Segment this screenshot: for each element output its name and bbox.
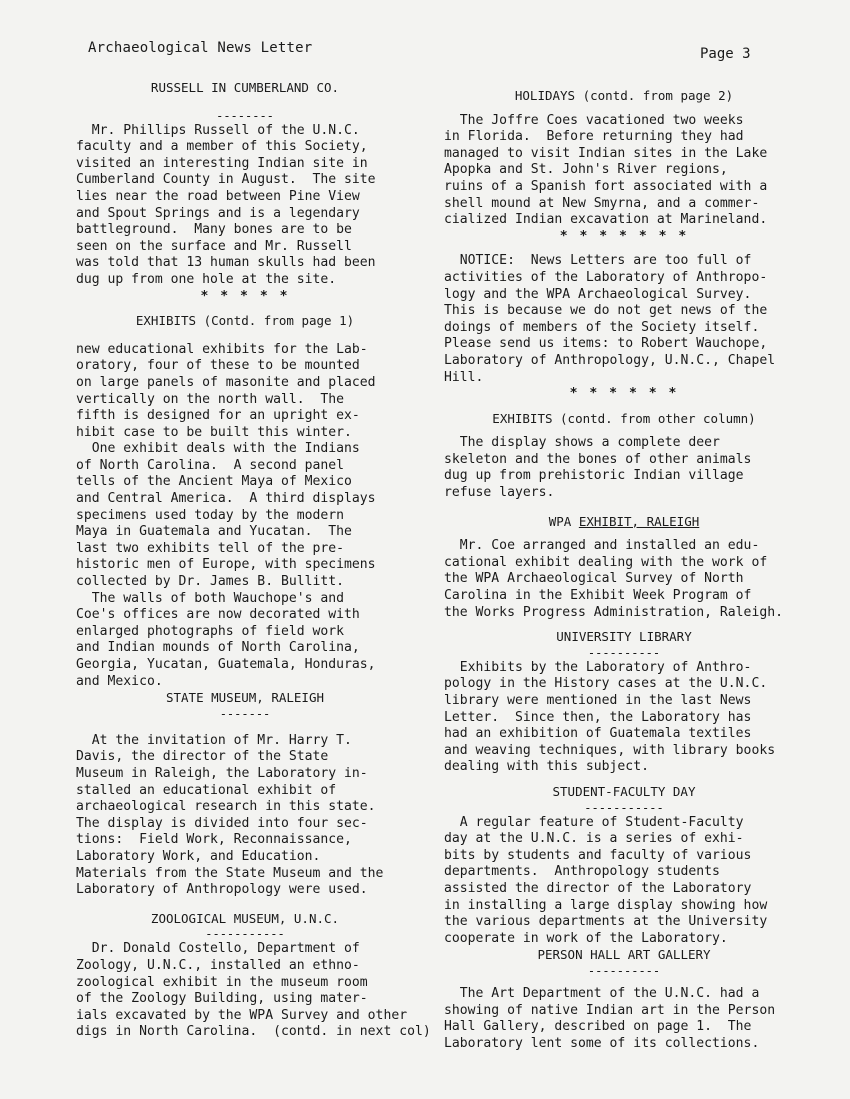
text-line: departments. Anthropology students <box>444 864 720 880</box>
text-line: Carolina in the Exhibit Week Program of <box>444 588 752 604</box>
text-line: Laboratory lent some of its collections. <box>444 1035 760 1051</box>
text-line: library were mentioned in the last News <box>444 693 752 708</box>
text-line: tells of the Ancient Maya of Mexico <box>76 474 352 490</box>
section-body <box>444 660 804 776</box>
text-line: refuse layers. <box>444 485 555 501</box>
text-line: skeleton and the bones of other animals <box>444 451 752 467</box>
section-student-faculty-day <box>444 784 804 947</box>
text-line: last two exhibits tell of the pre- <box>76 540 345 556</box>
text-line: faculty and a member of this Society, <box>76 139 368 155</box>
section-holidays <box>444 88 804 245</box>
text-line: bits by students and faculty of various <box>444 847 752 863</box>
text-line: Museum in Raleigh, the Laboratory in- <box>76 765 368 781</box>
section-body <box>444 435 804 501</box>
heading-rule: ---------- <box>587 645 661 660</box>
text-line: in Florida. Before returning they had <box>444 129 744 145</box>
text-line: logy and the WPA Archaeological Survey. <box>444 286 752 302</box>
text-line: cational exhibit dealing with the work of <box>444 554 768 570</box>
text-line: NOTICE: News Letters are too full of <box>444 253 752 269</box>
section-person-hall <box>444 947 804 1052</box>
text-line: Materials from the State Museum and the <box>76 865 384 881</box>
text-line: Hill. <box>444 369 484 385</box>
text-line: Dr. Donald Costello, Department of <box>76 941 360 957</box>
left-column <box>76 80 431 1041</box>
section-heading: UNIVERSITY LIBRARY <box>556 629 692 645</box>
text-line: Laboratory Work, and Education. <box>76 848 321 864</box>
section-notice <box>444 253 804 402</box>
text-line: dug up from prehistoric Indian village <box>444 468 744 484</box>
text-line: cooperate in work of the Laboratory. <box>444 930 728 946</box>
text-line: The walls of both Wauchope's and <box>76 590 345 606</box>
text-line: pology in the History cases at the U.N.C. <box>444 676 768 692</box>
text-line: managed to visit Indian sites in the Lake <box>444 145 768 161</box>
text-line: was told that 13 human skulls had been <box>76 255 376 271</box>
section-zoological <box>76 910 431 1041</box>
section-heading: STUDENT-FACULTY DAY <box>552 783 696 799</box>
text-line: lies near the road between Pine View <box>76 188 360 204</box>
text-line: battleground. Many bones are to be <box>76 222 352 238</box>
section-separator: * * * * * * <box>569 386 679 402</box>
text-line: dealing with this subject. <box>444 759 649 775</box>
text-line: Apopka and St. John's River regions, <box>444 162 728 178</box>
section-heading: RUSSELL IN CUMBERLAND CO. <box>150 80 340 95</box>
text-line: vertically on the north wall. The <box>76 391 345 407</box>
section-heading: HOLIDAYS (contd. from page 2) <box>514 88 734 103</box>
section-wpa-exhibit <box>444 514 804 622</box>
text-line: specimens used today by the modern <box>76 507 345 523</box>
section-heading: EXHIBITS (Contd. from page 1) <box>135 313 355 329</box>
heading-prefix: WPA <box>548 513 579 529</box>
text-line: Georgia, Yucatan, Guatemala, Honduras, <box>76 657 376 672</box>
text-line: cialized Indian excavation at Marineland. <box>444 212 768 228</box>
text-line: and Central America. A third displays <box>76 491 376 507</box>
heading-rule: ---------- <box>587 963 661 978</box>
heading-rule: -------- <box>216 108 274 123</box>
section-body <box>76 941 431 1041</box>
section-heading: EXHIBITS (contd. from other column) <box>492 410 756 426</box>
text-line: Letter. Since then, the Laboratory has <box>444 709 752 725</box>
text-line: seen on the surface and Mr. Russell <box>76 238 352 254</box>
text-line: This is because we do not get news of the <box>444 303 768 319</box>
text-line: Cumberland County in August. The site <box>76 172 376 188</box>
text-line: The Joffre Coes vacationed two weeks <box>444 112 744 128</box>
section-heading: ZOOLOGICAL MUSEUM, U.N.C. <box>150 910 340 926</box>
text-line: A regular feature of Student-Faculty <box>444 814 744 830</box>
text-line: and Mexico. <box>76 673 163 689</box>
text-line: activities of the Laboratory of Anthropo- <box>444 269 768 285</box>
text-line: on large panels of masonite and placed <box>76 374 376 390</box>
text-line: of the Zoology Building, using mater- <box>76 991 368 1007</box>
text-line: visited an interesting Indian site in <box>76 155 368 171</box>
section-heading: PERSON HALL ART GALLERY <box>537 947 711 963</box>
text-line: day at the U.N.C. is a series of exhi- <box>444 831 744 847</box>
text-line: had an exhibition of Guatemala textiles <box>444 726 752 742</box>
heading-rule: ----------- <box>205 927 285 942</box>
right-column <box>444 88 804 1052</box>
text-line: in installing a large display showing how <box>444 897 768 913</box>
section-state-museum <box>76 690 414 899</box>
text-line: new educational exhibits for the Lab- <box>76 341 368 357</box>
text-line: fifth is designed for an upright ex- <box>76 408 360 424</box>
text-line: Exhibits by the Laboratory of Anthro- <box>444 659 752 675</box>
text-line: The display is divided into four sec- <box>76 815 368 831</box>
text-line: oratory, four of these to be mounted <box>76 358 360 374</box>
section-separator: * * * * * * * <box>559 228 689 244</box>
section-heading: STATE MUSEUM, RALEIGH <box>165 690 325 706</box>
heading-rule: ----------- <box>584 800 664 815</box>
section-body <box>444 986 804 1052</box>
text-line: and weaving techniques, with library books <box>444 742 776 758</box>
heading-underlined: EXHIBIT, RALEIGH <box>578 513 700 529</box>
section-body <box>76 733 414 899</box>
text-line: tions: Field Work, Reconnaissance, <box>76 832 352 848</box>
text-line: ials excavated by the WPA Survey and other <box>76 1007 408 1023</box>
section-body <box>76 123 414 289</box>
text-line: Davis, the director of the State <box>76 749 329 765</box>
text-line: Maya in Guatemala and Yucatan. The <box>76 524 352 540</box>
section-body <box>444 815 804 948</box>
text-line: doings of members of the Society itself. <box>444 319 760 335</box>
section-russell <box>76 80 414 305</box>
heading-rule: ------- <box>219 706 271 721</box>
text-line: Hall Gallery, described on page 1. The <box>444 1019 752 1035</box>
text-line: the various departments at the University <box>444 914 768 930</box>
text-line: shell mound at New Smyrna, and a commer- <box>444 195 760 211</box>
text-line: zoological exhibit in the museum room <box>76 974 368 990</box>
text-line: Please send us items: to Robert Wauchope, <box>444 336 768 352</box>
section-body <box>444 538 804 621</box>
section-body <box>76 342 414 690</box>
text-line: dug up from one hole at the site. <box>76 271 337 287</box>
text-line: One exhibit deals with the Indians <box>76 441 360 457</box>
text-line: collected by Dr. James B. Bullitt. <box>76 574 345 590</box>
section-university-library <box>444 629 804 776</box>
text-line: digs in North Carolina. (contd. in next col) <box>76 1024 431 1040</box>
text-line: ruins of a Spanish fort associated with a <box>444 178 768 194</box>
newsletter-title: Archaeological News Letter <box>88 40 313 56</box>
section-body <box>444 113 804 229</box>
text-line: At the invitation of Mr. Harry T. <box>76 732 352 748</box>
text-line: and Indian mounds of North Carolina, <box>76 640 360 656</box>
text-line: The Art Department of the U.N.C. had a <box>444 985 760 1001</box>
text-line: Laboratory of Anthropology were used. <box>76 882 368 898</box>
text-line: and Spout Springs and is a legendary <box>76 205 360 221</box>
text-line: historic men of Europe, with specimens <box>76 557 376 573</box>
text-line: Coe's offices are now decorated with <box>76 607 360 623</box>
text-line: The display shows a complete deer <box>444 435 720 451</box>
text-line: hibit case to be built this winter. <box>76 424 352 440</box>
text-line: of North Carolina. A second panel <box>76 457 345 473</box>
text-line: stalled an educational exhibit of <box>76 782 337 798</box>
text-line: Zoology, U.N.C., installed an ethno- <box>76 957 360 973</box>
section-exhibits-contd <box>444 411 804 502</box>
text-line: the Works Progress Administration, Raleigh. <box>444 604 783 620</box>
text-line: the WPA Archaeological Survey of North <box>444 571 744 587</box>
section-body <box>444 253 804 386</box>
text-line: assisted the director of the Laboratory <box>444 880 752 896</box>
section-exhibits <box>76 313 414 690</box>
text-line: Laboratory of Anthropology, U.N.C., Chapel <box>444 352 776 368</box>
text-line: archaeological research in this state. <box>76 799 376 815</box>
text-line: Mr. Phillips Russell of the U.N.C. <box>76 122 360 138</box>
section-separator: * * * * * <box>200 288 290 304</box>
page-number: Page 3 <box>700 46 751 62</box>
text-line: showing of native Indian art in the Person <box>444 1002 776 1018</box>
section-heading <box>444 514 804 531</box>
text-line: Mr. Coe arranged and installed an edu- <box>444 538 760 554</box>
text-line: enlarged photographs of field work <box>76 623 345 639</box>
